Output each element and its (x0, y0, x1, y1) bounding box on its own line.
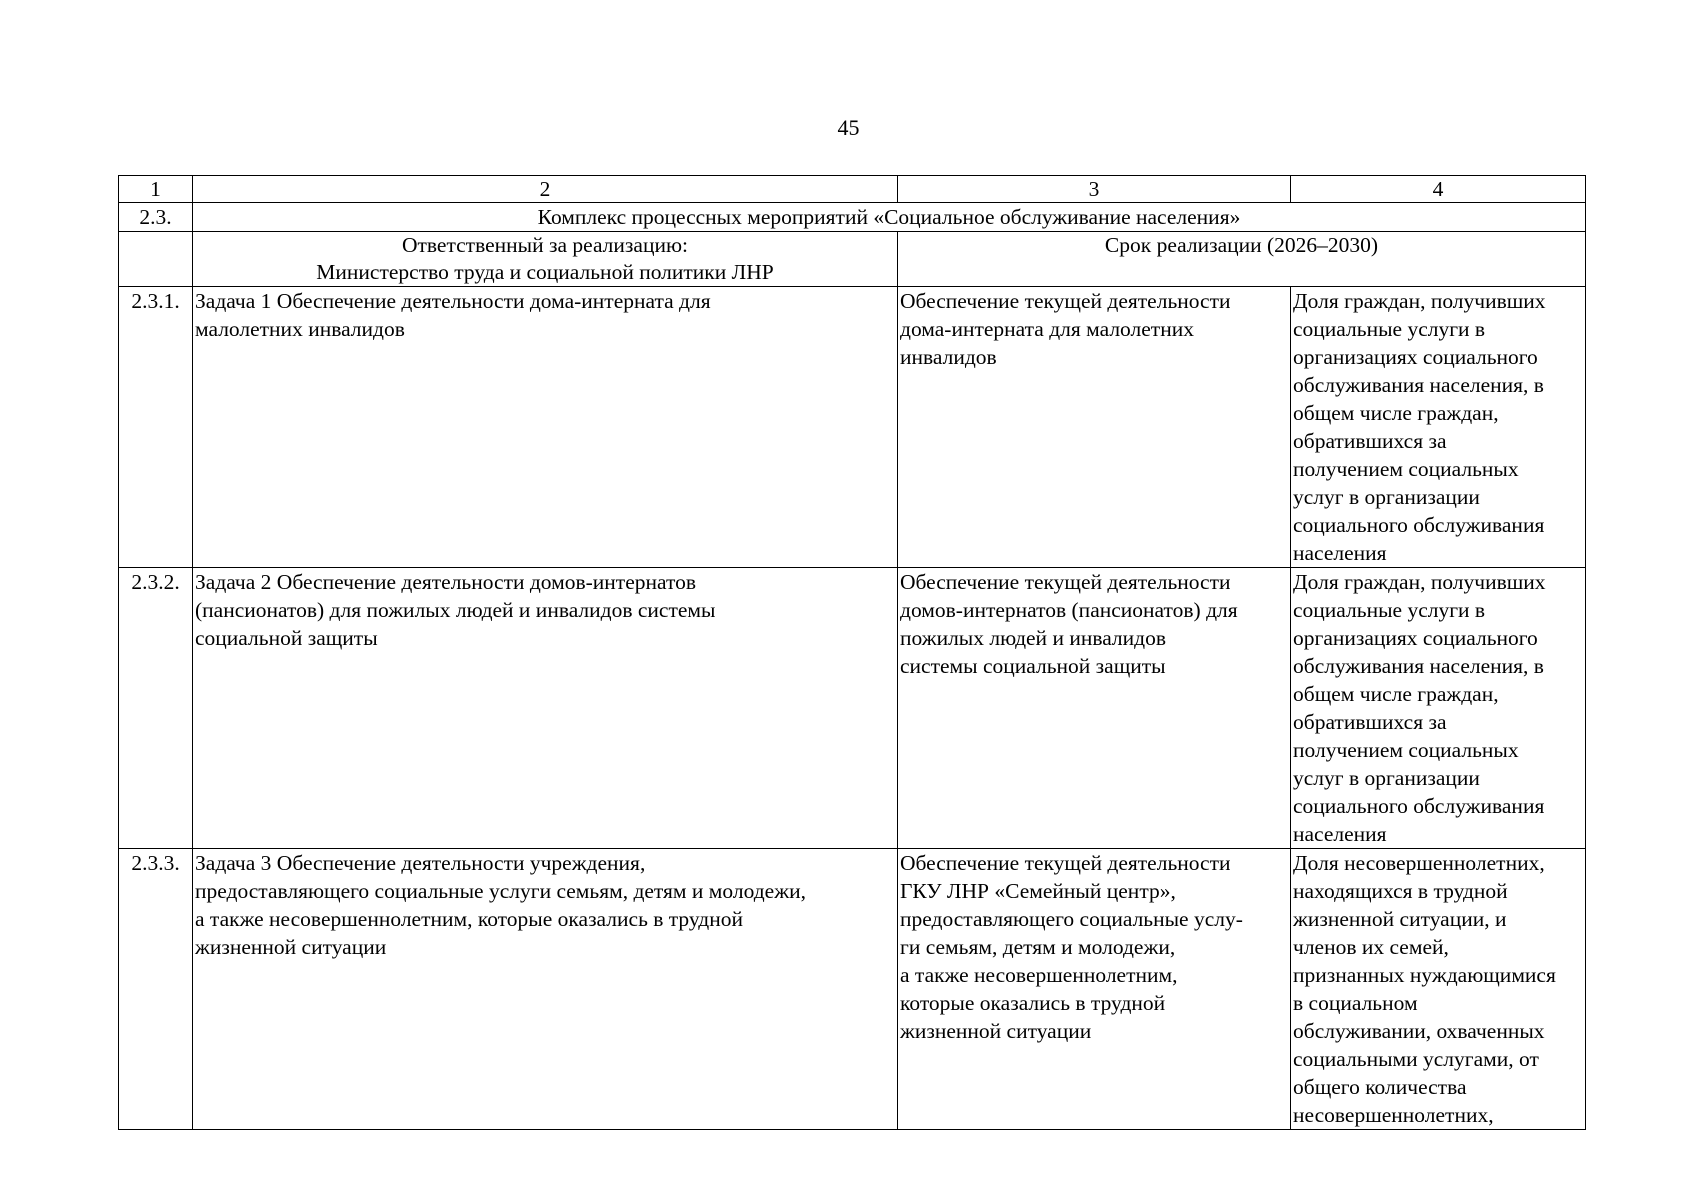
indicator-cell (1291, 849, 1586, 1130)
indicator-line: жизненной ситуации, и (1293, 907, 1507, 931)
table-row (119, 568, 1586, 849)
indicator-cell (1291, 287, 1586, 568)
indicator-line: обслуживания населения, в (1293, 654, 1544, 678)
indicator-line: общем числе граждан, (1293, 401, 1499, 425)
expected-result-line: домов-интернатов (пансионатов) для (900, 598, 1238, 622)
task-description-line: Задача 3 Обеспечение деятельности учреждения, (195, 851, 646, 875)
indicator-line: получением социальных (1293, 457, 1519, 481)
section-title: Комплекс процессных мероприятий «Социальное обслуживание населения» (193, 203, 1586, 232)
expected-result-line: дома-интерната для малолетних (900, 317, 1194, 341)
indicator-line: социального обслуживания (1293, 513, 1545, 537)
expected-result-cell (898, 568, 1291, 849)
expected-result-line: Обеспечение текущей деятельности (900, 289, 1231, 313)
section-meta-empty-cell (119, 232, 193, 287)
program-table (118, 175, 1586, 1130)
expected-result-line: ги семьям, детям и молодежи, (900, 935, 1176, 959)
indicator-line: находящихся в трудной (1293, 879, 1508, 903)
indicator-line: общем числе граждан, (1293, 682, 1499, 706)
section-meta-row (119, 232, 1586, 287)
column-number-3: 3 (898, 176, 1291, 203)
expected-result-line: системы социальной защиты (900, 654, 1166, 678)
indicator-cell (1291, 568, 1586, 849)
responsible-ministry: Министерство труда и социальной политики ЛНР (316, 260, 774, 284)
indicator-line: социальные услуги в (1293, 598, 1486, 622)
column-number-1: 1 (119, 176, 193, 203)
expected-result-line: инвалидов (900, 345, 997, 369)
indicator-line: организациях социального (1293, 345, 1538, 369)
task-description-line: а также несовершеннолетним, которые оказались в трудной (195, 907, 743, 931)
indicator-line: социальные услуги в (1293, 317, 1486, 341)
task-description-line: малолетних инвалидов (195, 317, 405, 341)
indicator-line: несовершеннолетних, (1293, 1103, 1494, 1127)
expected-result-cell (898, 287, 1291, 568)
expected-result-line: ГКУ ЛНР «Семейный центр», (900, 879, 1176, 903)
indicator-line: населения (1293, 822, 1387, 846)
indicator-line: получением социальных (1293, 738, 1519, 762)
indicator-line: членов их семей, (1293, 935, 1449, 959)
expected-result-line: жизненной ситуации (900, 1019, 1092, 1043)
column-number-2: 2 (193, 176, 898, 203)
task-description-line: социальной защиты (195, 626, 378, 650)
task-rows (119, 287, 1586, 1130)
section-number: 2.3. (119, 203, 193, 232)
section-title-row (119, 203, 1586, 232)
indicator-line: общего количества (1293, 1075, 1467, 1099)
column-number-row (119, 176, 1586, 203)
expected-result-line: пожилых людей и инвалидов (900, 626, 1167, 650)
task-number: 2.3.2. (119, 568, 193, 849)
task-number: 2.3.3. (119, 849, 193, 1130)
indicator-line: социального обслуживания (1293, 794, 1545, 818)
expected-result-line: которые оказались в трудной (900, 991, 1166, 1015)
task-description-line: Задача 1 Обеспечение деятельности дома-интерната для (195, 289, 711, 313)
indicator-line: социальными услугами, от (1293, 1047, 1539, 1071)
table-row (119, 849, 1586, 1130)
expected-result-line: Обеспечение текущей деятельности (900, 570, 1231, 594)
task-description-line: (пансионатов) для пожилых людей и инвалидов системы (195, 598, 716, 622)
task-description-line: Задача 2 Обеспечение деятельности домов-интернатов (195, 570, 696, 594)
implementation-term: Срок реализации (2026–2030) (898, 232, 1586, 287)
indicator-line: признанных нуждающимися (1293, 963, 1556, 987)
column-number-4: 4 (1291, 176, 1586, 203)
indicator-line: обратившихся за (1293, 429, 1447, 453)
indicator-line: обслуживании, охваченных (1293, 1019, 1545, 1043)
expected-result-line: предоставляющего социальные услу- (900, 907, 1243, 931)
indicator-line: в социальном (1293, 991, 1418, 1015)
table-row (119, 287, 1586, 568)
indicator-line: услуг в организации (1293, 766, 1480, 790)
indicator-line: Доля граждан, получивших (1293, 289, 1546, 313)
indicator-line: населения (1293, 541, 1387, 565)
responsible-label: Ответственный за реализацию: (401, 233, 688, 257)
task-description-line: жизненной ситуации (195, 935, 387, 959)
indicator-line: Доля граждан, получивших (1293, 570, 1546, 594)
page-number: 45 (837, 115, 860, 140)
responsible-cell (193, 232, 898, 287)
expected-result-line: Обеспечение текущей деятельности (900, 851, 1231, 875)
indicator-line: Доля несовершеннолетних, (1293, 851, 1545, 875)
indicator-line: организациях социального (1293, 626, 1538, 650)
task-description-cell (193, 287, 898, 568)
task-description-line: предоставляющего социальные услуги семьям, детям и молодежи, (195, 879, 806, 903)
indicator-line: обслуживания населения, в (1293, 373, 1544, 397)
task-number: 2.3.1. (119, 287, 193, 568)
task-description-cell (193, 849, 898, 1130)
expected-result-cell (898, 849, 1291, 1130)
expected-result-line: а также несовершеннолетним, (900, 963, 1178, 987)
indicator-line: обратившихся за (1293, 710, 1447, 734)
indicator-line: услуг в организации (1293, 485, 1480, 509)
task-description-cell (193, 568, 898, 849)
